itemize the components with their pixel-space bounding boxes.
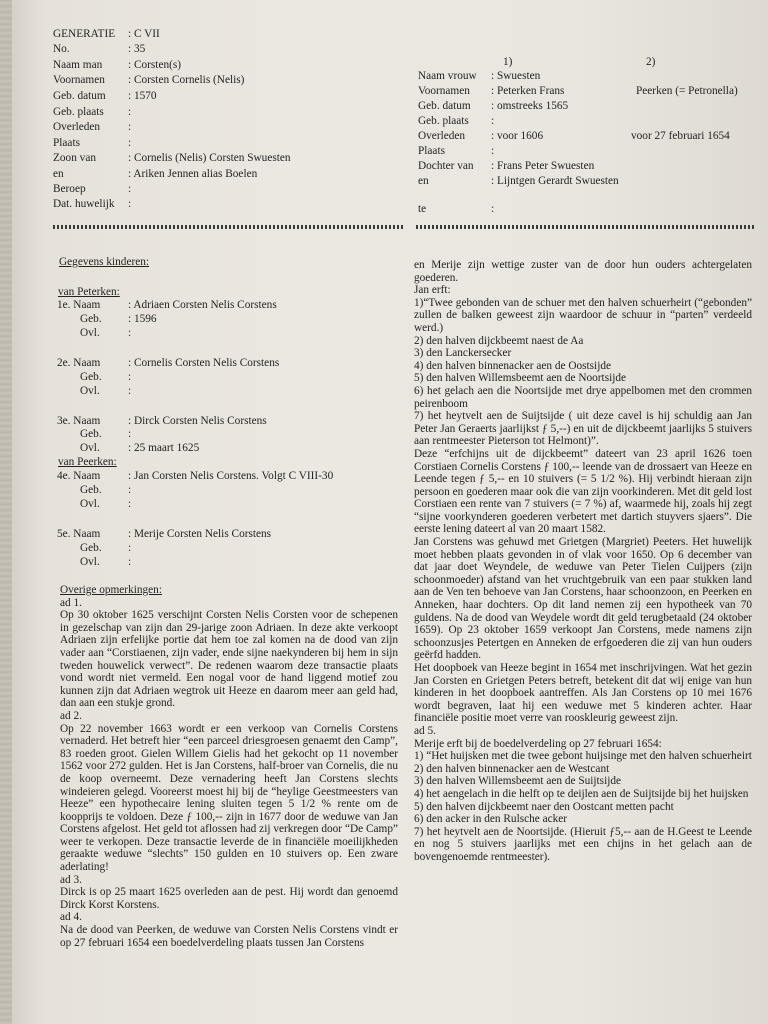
child-num: 1e. Naam: [57, 299, 101, 311]
field-label: Geb. plaats: [418, 115, 469, 127]
section-heading: Gegevens kinderen:: [59, 256, 150, 268]
list-item: 1) “Het huijsken met die twee gebont huijsinge met den halven schuerheirt: [414, 750, 752, 763]
field-value: :: [128, 137, 132, 149]
field-value: : 1570: [128, 90, 157, 102]
field-value: :: [128, 106, 132, 118]
list-item: 1)“Twee gebonden van de schuer met den halven schuerheirt (“gebonden” zullen de balken geweest zijn waardoor de schuur in “parten” verdeeld werd.): [414, 296, 752, 334]
field-label: Plaats: [53, 137, 80, 149]
child-geb-label: Geb.: [80, 428, 102, 440]
remarks-left: [60, 584, 398, 949]
field-label: No.: [53, 43, 70, 55]
field-label: en: [418, 175, 429, 187]
note-label: ad 1.: [60, 596, 82, 609]
child-ovl-label: Ovl.: [80, 327, 100, 339]
paragraph: Het doopboek van Heeze begint in 1654 met inschrijvingen. Wat het gezin Jan Corsten en Grietgen Peters betreft, betekent dit dat wij enige van hun kinderen in het doopboek aantreffen. Als Jan Corstens op 10 mei 1676 wordt begraven, laat hij een weduwe met 5 kinderen achter. Haar financiële positie moet verre van rooskleurig geweest zijn.: [414, 662, 752, 725]
list-item: 4) het aengelach in die helft op te deijlen aen de Suijtsijde bij het huijsken: [414, 787, 749, 800]
child-ovl-label: Ovl.: [80, 442, 100, 454]
child-name: : Dirck Corsten Nelis Corstens: [128, 415, 267, 427]
list-item: 7) het heytvelt aen de Suijtsijde ( uit deze cavel is hij schuldig aan Jan Peter Jan Geraerts jaarlijkst ƒ 5,--) en uit de dijckbeemt jaarlijks 5 stuivers aan rentmeester Pieterson tot Helmont)”.: [414, 410, 752, 448]
field-value: : Corsten(s): [128, 59, 182, 71]
field-value: : Lijntgen Gerardt Swuesten: [491, 175, 619, 187]
field-value: :: [491, 145, 495, 157]
note-label: ad 2.: [60, 709, 82, 722]
child-geb-label: Geb.: [80, 542, 102, 554]
child-geb-label: Geb.: [80, 371, 102, 383]
list-item: 6) het gelach aen die Noortsijde met drye appelbomen met den crommen peirenboom: [414, 384, 752, 410]
list-item: 5) den halven dijckbeemt naer den Oostcant metten pacht: [414, 800, 674, 813]
child-name: : Merije Corsten Nelis Corstens: [128, 528, 272, 540]
child-name: : Cornelis Corsten Nelis Corstens: [128, 357, 280, 369]
child-geb-label: Geb.: [80, 313, 102, 325]
field-label: Dat. huwelijk: [53, 198, 115, 210]
list-item: 7) het heytvelt aen de Noortsijde. (Hieruit ƒ5,-- aan de H.Geest te Leende en nog 5 stuivers jaarlijks met een chijns in het gelach aan de bovengenoemde rentmeester).: [414, 825, 752, 863]
note-label: ad 5.: [414, 724, 436, 737]
field-value: : voor 1606: [491, 130, 544, 142]
field-label: Naam man: [53, 59, 103, 71]
field-value: : Ariken Jennen alias Boelen: [128, 168, 258, 180]
child-geb: :: [128, 428, 132, 440]
field-label: Voornamen: [53, 74, 105, 86]
note-label: ad 4.: [60, 911, 82, 924]
child-geb: :: [128, 484, 132, 496]
field-value: : Peterken Frans: [491, 85, 565, 97]
child-geb: : 1596: [128, 313, 157, 325]
paragraph: Dirck is op 25 maart 1625 overleden aan de pest. Hij wordt dan genoemd Dirck Korst Korstens.: [60, 886, 398, 911]
child-ovl: :: [128, 498, 132, 510]
child-num: 5e. Naam: [57, 528, 101, 540]
child-ovl-label: Ovl.: [80, 556, 100, 568]
child-ovl: :: [128, 327, 132, 339]
list-item: 6) den acker in den Rulsche acker: [414, 813, 568, 826]
paragraph: en Merije zijn wettige zuster van de door hun ouders achtergelaten goederen.: [414, 259, 752, 284]
list-item: 4) den halven binnenacker aen de Oostsijde: [414, 359, 611, 372]
field-label: Beroep: [53, 183, 86, 195]
field-value: :: [128, 121, 132, 133]
field-value: :: [491, 115, 495, 127]
child-ovl-label: Ovl.: [80, 385, 100, 397]
field-value: :: [128, 198, 132, 210]
paragraph: Op 30 oktober 1625 verschijnt Corsten Nelis Corsten voor de schepenen in gezelschap van zijn dan 29-jarige zoon Adriaen. In deze akte verkoopt Adriaen zijn erfelijke portie dat hem toe zal komen na de dood van zijn vader aan “Corstiaenen, zijn vader, ende sijne naekynderen bij hem in sijn tweden houwelick verwect”. De redenen waarom deze transactie plaats vond wordt niet vermeld. Een nogal voor de hand liggend motief zou kunnen zijn dat Adriaen wegtrok uit Heeze en daarom meer aan geld had, dan aan een stukje grond.: [60, 609, 398, 710]
group-heading: van Peterken:: [58, 286, 120, 298]
field-label: Plaats: [418, 145, 445, 157]
field-label: Geb. datum: [53, 90, 106, 102]
note-label: ad 3.: [60, 873, 82, 886]
field-value: : C VII: [128, 28, 160, 40]
field-value-2: Peerken (= Petronella): [636, 85, 738, 97]
column-number-1: 1): [503, 56, 513, 68]
field-value: : 35: [128, 43, 146, 55]
child-num: 3e. Naam: [57, 415, 101, 427]
dotted-separator: [53, 225, 403, 229]
child-geb-label: Geb.: [80, 484, 102, 496]
field-value: :: [128, 183, 132, 195]
column-number-2: 2): [646, 56, 656, 68]
section-heading: Overige opmerkingen:: [60, 584, 162, 596]
field-value-2: voor 27 februari 1654: [631, 130, 730, 142]
paragraph: Deze “erfchijns uit de dijckbeemt” dateert van 23 april 1626 toen Corstiaen Cornelis Corstens ƒ 100,-- leende van de drossaert van Heeze en Leende tegen ƒ 5,-- en 10 stuivers (= 5 1/2 %). Hij verbindt hieraan zijn persoon en goederen maar ook die van zijn voorkinderen. Met dit geld lost Corstiaen een rente van 7 stuivers (= 7 %) af, waarmede hij, zoals hij zegt “sijne voorkynderen goederen verbetert met dartich stuyvers sjaers”. Die eerste lening dateert al van 20 maart 1582.: [414, 447, 752, 536]
page-edge: [0, 0, 12, 1024]
field-label: en: [53, 168, 64, 180]
list-item: 2) den halven binnenacker aen de Westcant: [414, 762, 610, 775]
group-heading: van Peerken:: [58, 456, 117, 468]
child-geb: :: [128, 542, 132, 554]
dotted-separator: [416, 225, 756, 229]
child-geb: :: [128, 371, 132, 383]
paragraph: Op 22 november 1663 wordt er een verkoop van Cornelis Corstens vernaderd. Het betreft hier “een parceel driesgroesen genaemt den Camp”, 83 roeden groot. Gielen Willem Gielis had het gekocht op 11 november 1562 voor 272 gulden. Het is Jan Corstens, half-broer van Cornelis, die nu de koop overneemt. Deze vernadering heeft Jan Corstens slechts windeieren gelegd. Vooreerst moest hij bij de “heylige Geestmeesters van Heeze” een hypothecaire lening sluiten tegen 5 1/2 % rente om de koopprijs te voldoen. Deze ƒ 100,-- zijn in 1677 door de weduwe van Jan Corstens afgelost. Het geld tot aflossen had zij verkregen door “De Camp” weer te verkopen. Deze transactie leverde de in financiële moeilijkheden geraakte weduwe “slechts” 150 gulden en 10 stuivers op. Een zware aderlating!: [60, 722, 398, 874]
paragraph: Na de dood van Peerken, de weduwe van Corsten Nelis Corstens vindt er op 27 februari 1654 een boedelverdeling plaats tussen Jan Corstens: [60, 924, 398, 949]
field-label: te: [418, 203, 427, 215]
list-item: 3) den halven Willemsbeemt aen de Suijtsijde: [414, 775, 622, 788]
field-label: Naam vrouw: [418, 70, 477, 82]
field-value: : Corsten Cornelis (Nelis): [128, 74, 245, 86]
list-heading: Jan erft:: [414, 284, 451, 297]
field-value: : Swuesten: [491, 70, 541, 82]
field-label: Overleden: [53, 121, 101, 133]
child-name: : Adriaen Corsten Nelis Corstens: [128, 299, 277, 311]
field-value: : omstreeks 1565: [491, 100, 569, 112]
field-label: Zoon van: [53, 152, 96, 164]
field-label: Geb. datum: [418, 100, 471, 112]
paragraph: Jan Corstens was gehuwd met Grietgen (Margriet) Peeters. Het huwelijk moet hebben plaats gevonden in of vlak voor 1650. Op 6 december van dat jaar doet Weyndele, de weduwe van Peter Tielen Cuijpers (zijn schoonmoeder) afstand van het vruchtgebruik van een paar stukken land aan de Ven ten behoeve van Jan Corstens, haar schoonzoon, en Peerken en Anneken, haar dochters. Op dit land nemen zij een hypotheek van 70 guldens. Na de dood van Weydele wordt dit geld terugbetaald (24 oktober 1659). Op 23 oktober 1659 verkoopt Jan Corstens, mede namens zijn schoonzusjes Petertgen en Anneken de erfgoederen die zij van hun ouders geërfd hadden.: [414, 536, 752, 662]
field-label: Overleden: [418, 130, 466, 142]
list-heading: Merije erft bij de boedelverdeling op 27 februari 1654:: [414, 737, 662, 750]
field-label: Voornamen: [418, 85, 470, 97]
field-label: Geb. plaats: [53, 106, 104, 118]
child-name: : Jan Corsten Nelis Corstens. Volgt C VIII-30: [128, 470, 334, 482]
list-item: 5) den halven Willemsbeemt aen de Noortsijde: [414, 372, 627, 385]
child-ovl: : 25 maart 1625: [128, 442, 200, 454]
list-item: 2) den halven dijckbeemt naest de Aa: [414, 334, 584, 347]
child-num: 4e. Naam: [57, 470, 101, 482]
remarks-right: [414, 259, 752, 864]
field-value: : Cornelis (Nelis) Corsten Swuesten: [128, 152, 291, 164]
child-ovl: :: [128, 556, 132, 568]
field-label: Dochter van: [418, 160, 474, 172]
field-value: : Frans Peter Swuesten: [491, 160, 595, 172]
child-ovl-label: Ovl.: [80, 498, 100, 510]
child-ovl: :: [128, 385, 132, 397]
field-value: :: [491, 203, 495, 215]
list-item: 3) den Lanckersecker: [414, 347, 512, 360]
field-label: GENERATIE: [53, 28, 116, 40]
child-num: 2e. Naam: [57, 357, 101, 369]
